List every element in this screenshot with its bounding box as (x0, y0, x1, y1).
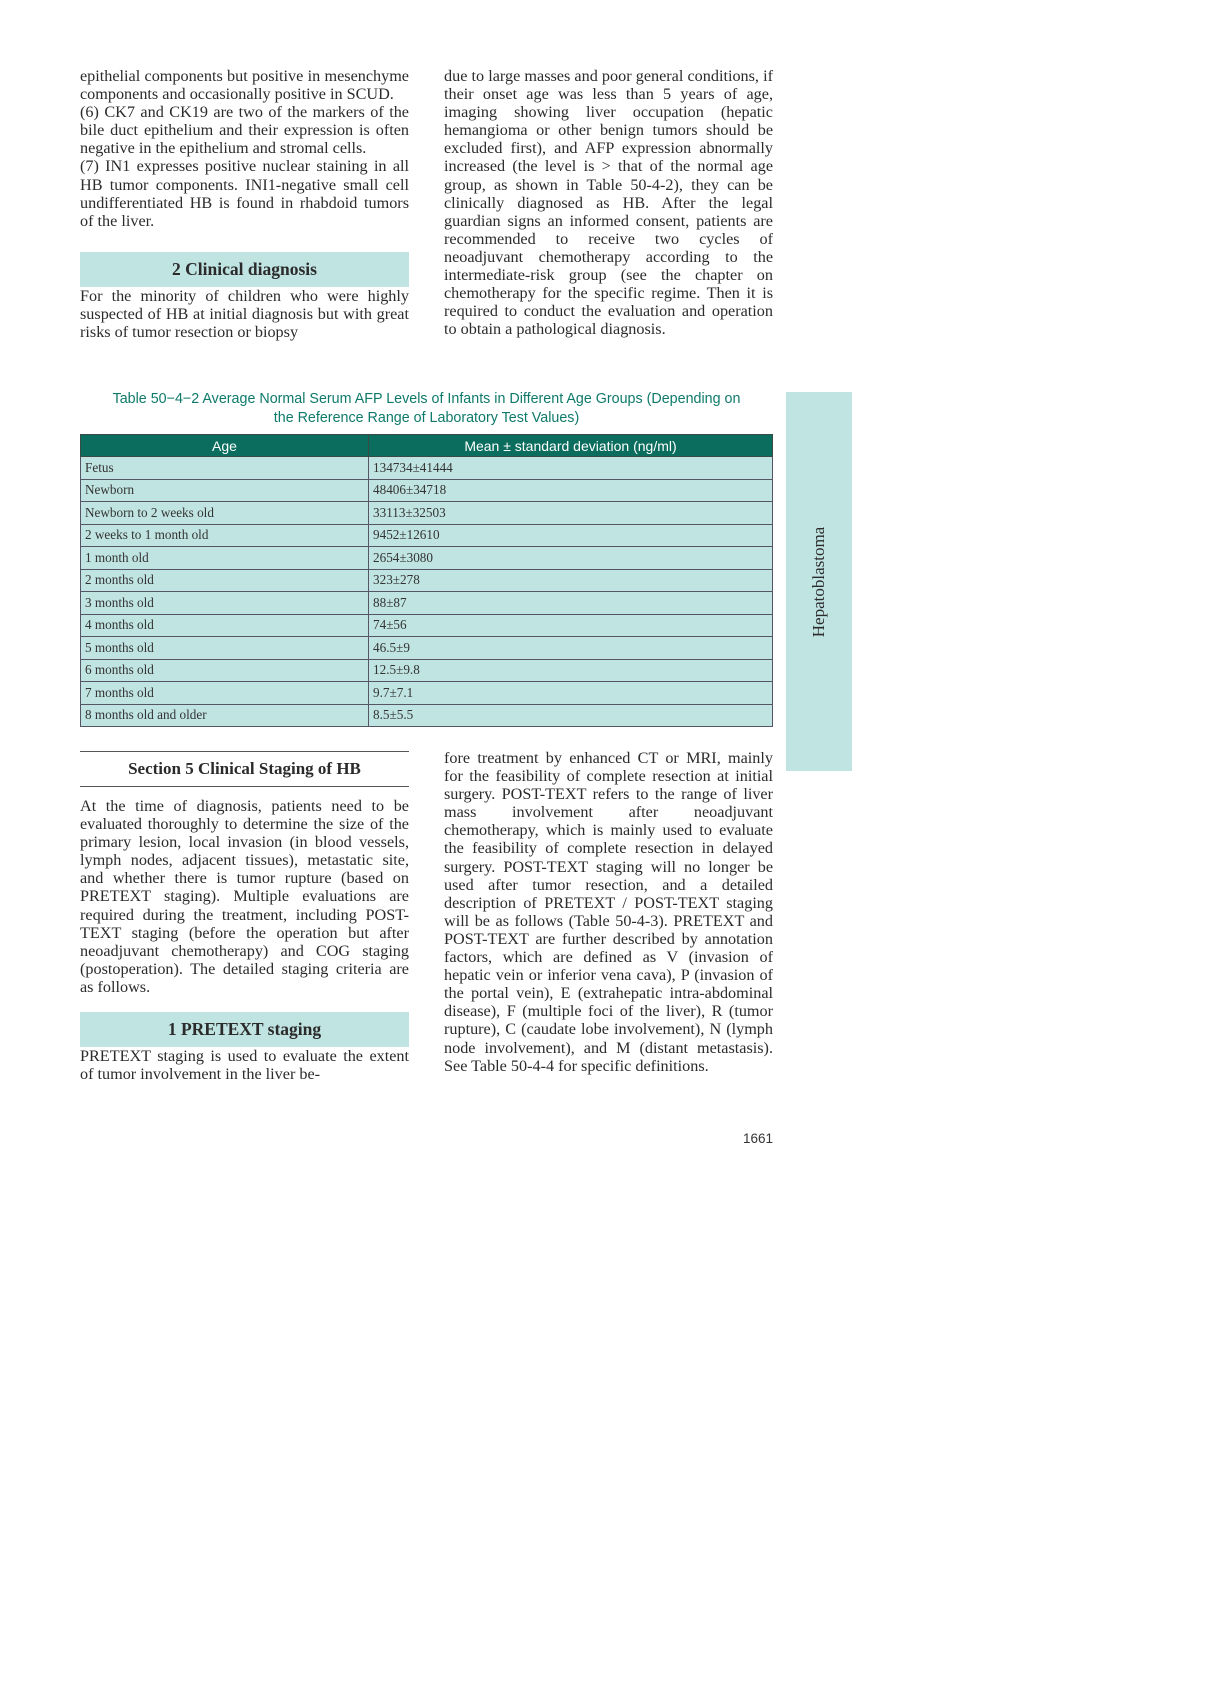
mean-cell: 8.5±5.5 (369, 704, 773, 727)
table-header-row (81, 435, 773, 457)
paragraph: PRETEXT staging is used to evaluate the extent of tumor involvement in the liver be- (80, 1047, 409, 1084)
subheading-pretext-staging: 1 PRETEXT staging (80, 1012, 409, 1047)
table-row (81, 614, 773, 637)
table-row (81, 524, 773, 547)
right-column-top (444, 67, 773, 338)
paragraph: due to large masses and poor general conditions, if their onset age was less than 5 years of age, imaging showing liver occupation (hepatic hemangioma or other benign tumors should be excluded first), and AFP expression abnormally increased (the level is > that of the normal age group, as shown in Table 50-4-2), they can be clinically diagnosed as HB. After the legal guardian signs an informed consent, patients are recommended to receive two cycles of neoadjuvant chemotherapy according to the intermediate-risk group (see the chapter on chemotherapy for the specific regime. Then it is required to conduct the evaluation and operation to obtain a pathological diagnosis. (444, 67, 773, 339)
age-cell: 8 months old and older (81, 704, 369, 727)
mean-cell: 9.7±7.1 (369, 682, 773, 705)
age-cell: 4 months old (81, 614, 369, 637)
section-heading: Section 5 Clinical Staging of HB (80, 751, 409, 787)
age-cell: 6 months old (81, 659, 369, 682)
age-cell: 3 months old (81, 592, 369, 615)
page-number: 1661 (742, 1131, 773, 1146)
age-cell: 2 months old (81, 569, 369, 592)
caption-line: Table 50−4−2 Average Normal Serum AFP Levels of Infants in Different Age Groups (Depending on (112, 391, 741, 407)
age-cell: 5 months old (81, 637, 369, 660)
age-cell: 7 months old (81, 682, 369, 705)
mean-cell: 88±87 (369, 592, 773, 615)
age-cell: 2 weeks to 1 month old (81, 524, 369, 547)
mean-cell: 323±278 (369, 569, 773, 592)
age-cell: 1 month old (81, 547, 369, 570)
mean-cell: 74±56 (369, 614, 773, 637)
mean-cell: 46.5±9 (369, 637, 773, 660)
paragraph: At the time of diagnosis, patients need to be evaluated thoroughly to determine the size of the primary lesion, local invasion (in blood vessels, lymph nodes, adjacent tissues), metastatic site, and whether there is tumor rupture (based on PRETEXT staging). Multiple evaluations are required during the treatment, including POST-TEXT staging (before the operation but after neoadjuvant chemotherapy) and COG staging (postoperation). The detailed staging criteria are as follows. (80, 797, 409, 996)
subheading-clinical-diagnosis: 2 Clinical diagnosis (80, 252, 409, 287)
age-cell: Newborn (81, 479, 369, 502)
afp-table (80, 434, 773, 727)
side-tab-label: Hepatoblastoma (809, 526, 828, 637)
mean-cell: 12.5±9.8 (369, 659, 773, 682)
table-row (81, 569, 773, 592)
caption-line: the Reference Range of Laboratory Test Values) (273, 410, 580, 426)
table-row (81, 547, 773, 570)
right-column-bottom (444, 749, 773, 1075)
table-caption (80, 390, 773, 428)
paragraph: fore treatment by enhanced CT or MRI, mainly for the feasibility of complete resection at initial surgery. POST-TEXT refers to the range of liver mass involvement after neoadjuvant chemotherapy, which is mainly used to evaluate the feasibility of complete resection in delayed surgery. POST-TEXT staging will no longer be used after tumor resection, and a detailed description of PRETEXT / POST-TEXT staging will be as follows (Table 50-4-3). PRETEXT and POST-TEXT are further described by annotation factors, which are defined as V (invasion of hepatic vein or inferior vena cava), P (invasion of the portal vein), E (extrahepatic intra-abdominal disease), F (multiple foci of the liver), R (tumor rupture), C (caudate lobe involvement), N (lymph node involvement), and M (distant metastasis). See Table 50-4-4 for specific definitions. (444, 749, 773, 1075)
paragraph: (6) CK7 and CK19 are two of the markers of the bile duct epithelium and their expression is often negative in the epithelium and stromal cells. (80, 103, 409, 158)
paragraph: epithelial components but positive in mesenchyme components and occasionally positive in SCUD. (80, 67, 409, 104)
table-row (81, 682, 773, 705)
table-row (81, 704, 773, 727)
table-row (81, 479, 773, 502)
paragraph: For the minority of children who were highly suspected of HB at initial diagnosis but with great risks of tumor resection or biopsy (80, 286, 409, 342)
paragraph: (7) IN1 expresses positive nuclear staining in all HB tumor components. INI1-negative small cell undifferentiated HB is found in rhabdoid tumors of the liver. (80, 157, 409, 230)
mean-cell: 2654±3080 (369, 547, 773, 570)
column-header-age: Age (81, 435, 369, 457)
mean-cell: 9452±12610 (369, 524, 773, 547)
table-row (81, 502, 773, 525)
column-header-mean: Mean ± standard deviation (ng/ml) (369, 435, 773, 457)
mean-cell: 134734±41444 (369, 457, 773, 480)
table-row (81, 637, 773, 660)
mean-cell: 48406±34718 (369, 479, 773, 502)
age-cell: Fetus (81, 457, 369, 480)
age-cell: Newborn to 2 weeks old (81, 502, 369, 525)
left-column-top (80, 67, 409, 341)
table-row (81, 592, 773, 615)
table-row (81, 659, 773, 682)
table-row (81, 457, 773, 480)
mean-cell: 33113±32503 (369, 502, 773, 525)
left-column-bottom (80, 751, 409, 1083)
chapter-side-tab (786, 392, 852, 771)
